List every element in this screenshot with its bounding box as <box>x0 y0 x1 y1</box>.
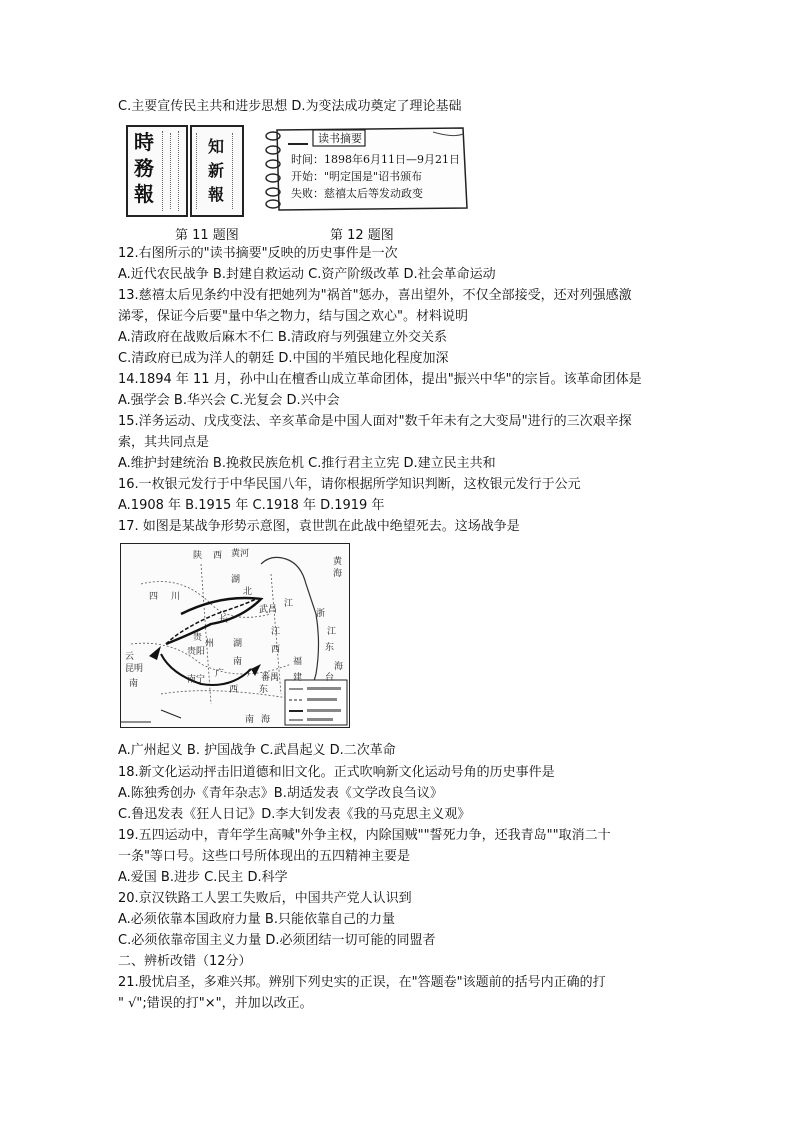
notes-row-start: 开始："明定国是"诏书颁布 <box>291 170 423 183</box>
question-text-line: 13.慈禧太后见条约中没有把她列为"祸首"惩办，喜出望外，不仅全部接受，还对列强感激 <box>118 288 632 303</box>
newspaper-title-char: 時 <box>134 130 154 154</box>
map-label: 西 <box>271 645 281 655</box>
question-options-line: A.近代农民战争 B.封建自救运动 C.资产阶级改革 D.社会革命运动 <box>118 267 496 282</box>
map-label: 南 <box>245 715 255 725</box>
question-text-line: 索，其共同点是 <box>118 435 210 450</box>
shiwubao-newspaper-image <box>126 125 188 217</box>
question-options-line: A.强学会 B.华兴会 C.光复会 D.兴中会 <box>118 393 340 408</box>
question-options-line: C.清政府已成为洋人的朝廷 D.中国的半殖民地化程度加深 <box>118 351 449 366</box>
newspaper-title-char: 新 <box>207 161 224 180</box>
map-label: 建 <box>293 673 303 683</box>
map-label: 海 <box>261 715 271 725</box>
map-label: 四 <box>149 592 159 602</box>
map-label: 黄 <box>333 557 343 567</box>
question-text-line: 一条"等口号。这些口号所体现出的五四精神主要是 <box>118 849 410 864</box>
map-label: 贵阳 <box>187 647 206 657</box>
map-label: 陕 <box>193 551 203 561</box>
question-options-line: A.清政府在战败后麻木不仁 B.清政府与列强建立外交关系 <box>118 330 447 345</box>
map-label: 川 <box>171 592 181 602</box>
map-label: 番禺 <box>261 673 280 683</box>
newspaper-title-char: 報 <box>207 185 224 204</box>
question-text-line: 12.右图所示的"读书摘要"反映的历史事件是一次 <box>118 246 398 261</box>
question-text-line: 18.新文化运动抨击旧道德和旧文化。正式吹响新文化运动号角的历史事件是 <box>118 765 555 780</box>
notes-title: 读书摘要 <box>318 132 362 145</box>
question-text-line: 涕零，保证今后要"量中华之物力，结与国之欢心"。材料说明 <box>118 309 468 324</box>
map-label: 北 <box>243 587 253 597</box>
map-label: 贵 <box>193 633 203 643</box>
question-text-line: 14.1894 年 11 月，孙中山在檀香山成立革命团体，提出"振兴中华"的宗旨。该革命团体是 <box>118 372 642 387</box>
question-text-line: 15.洋务运动、戊戌变法、辛亥革命是中国人面对"数千年未有之大变局"进行的三次艰辛探 <box>118 414 632 429</box>
question-options-line: A.广州起义 B. 护国战争 C.武昌起义 D.二次革命 <box>118 743 396 758</box>
map-label: 海 <box>333 569 343 579</box>
question-text-line: " √";错误的打"×"，并加以改正。 <box>118 996 313 1011</box>
question-options-line: A.爱国 B.进步 C.民主 D.科学 <box>118 870 288 885</box>
zhixinbao-newspaper-image <box>190 125 244 217</box>
question-text-line: 17. 如图是某战争形势示意图，袁世凯在此战中绝望死去。这场战争是 <box>118 519 520 534</box>
newspaper-title-char: 務 <box>134 156 154 180</box>
map-label: 武昌 <box>259 605 278 615</box>
map-label: 南宁 <box>187 675 206 685</box>
map-label: 福 <box>293 657 303 667</box>
question-options-line: C.必须依靠帝国主义力量 D.必须团结一切可能的同盟者 <box>118 933 436 948</box>
war-situation-map <box>120 543 350 728</box>
map-label: 海 <box>334 662 344 672</box>
question-text-line: 20.京汉铁路工人罢工失败后，中国共产党人认识到 <box>118 891 412 906</box>
map-label: 浙 <box>316 609 326 619</box>
reading-notes-notebook-image <box>263 124 473 216</box>
newspaper-title-char: 報 <box>134 182 154 206</box>
map-label: 湖 <box>233 639 243 649</box>
map-label: 西 <box>213 551 223 561</box>
map-label: 江 <box>327 627 337 637</box>
figure-12-caption: 第 12 题图 <box>330 228 394 243</box>
section-heading: 二、辨析改错（12分） <box>118 954 252 969</box>
map-label: 东 <box>325 643 335 653</box>
map-label: 昆明 <box>125 664 144 674</box>
map-label: 南 <box>129 679 139 689</box>
question-options-line: C.鲁迅发表《狂人日记》D.李大钊发表《我的马克思主义观》 <box>118 807 471 822</box>
map-label: 江 <box>284 599 294 609</box>
map-label: 云 <box>125 652 135 662</box>
question-options-line: A.陈独秀创办《青年杂志》B.胡适发表《文学改良刍议》 <box>118 786 443 801</box>
question-text-line: 21.殷忧启圣，多难兴邦。辨别下列史实的正误，在"答题卷"该题前的括号内正确的打 <box>118 975 606 990</box>
map-label: 南 <box>233 657 243 667</box>
question-options-line: A.1908 年 B.1915 年 C.1918 年 D.1919 年 <box>118 498 385 513</box>
map-label: 西 <box>229 685 239 695</box>
map-label: 湖 <box>231 575 241 585</box>
question-options-line: A.维护封建统治 B.挽救民族危机 C.推行君主立宪 D.建立民主共和 <box>118 456 496 471</box>
notes-row-time: 时间：1898年6月11日—9月21日 <box>291 153 460 166</box>
newspaper-title-char: 知 <box>207 137 224 156</box>
map-label: 广 <box>247 669 257 679</box>
map-label: 广 <box>215 669 225 679</box>
map-label: 东 <box>259 685 269 695</box>
question-text-line: C.主要宣传民主共和进步思想 D.为变法成功奠定了理论基础 <box>118 99 462 114</box>
map-label: 黄河 <box>231 549 250 559</box>
question-text-line: 19.五四运动中，青年学生高喊"外争主权，内除国贼""誓死力争，还我青岛""取消二十 <box>118 828 611 843</box>
map-label: 长 <box>219 615 229 625</box>
figure-11-caption: 第 11 题图 <box>175 228 239 243</box>
question-options-line: A.必须依靠本国政府力量 B.只能依靠自己的力量 <box>118 912 395 927</box>
question-text-line: 16.一枚银元发行于中华民国八年，请你根据所学知识判断，这枚银元发行于公元 <box>118 477 581 492</box>
map-label: 江 <box>271 627 281 637</box>
map-label: 台 <box>325 673 335 683</box>
map-label: 州 <box>205 639 215 649</box>
notes-row-fail: 失败：慈禧太后等发动政变 <box>291 187 423 200</box>
